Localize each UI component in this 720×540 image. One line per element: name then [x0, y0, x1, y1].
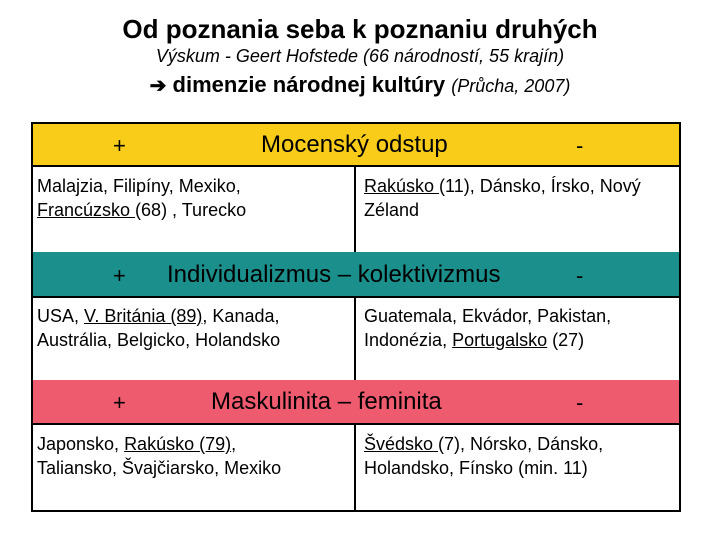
dimensions-heading: dimenzie národnej kultúry	[172, 72, 446, 97]
subtitle: Výskum - Geert Hofstede (66 národností, 55 krajín)	[155, 46, 565, 66]
low-countries-cell	[364, 304, 680, 352]
plus-sign: +	[113, 263, 126, 288]
band-label: Mocenský odstup	[261, 131, 448, 158]
cell-text: (11), Dánsko, Írsko, Nový	[439, 176, 641, 196]
band-label: Maskulinita – feminita	[211, 388, 442, 415]
cell-text: Taliansko, Švajčiarsko, Mexiko	[37, 458, 282, 478]
band-individualism	[33, 252, 679, 298]
arrow-right-icon: ➔	[149, 75, 167, 97]
highlighted-country: Švédsko	[364, 434, 439, 454]
cell-text: USA,	[37, 306, 85, 326]
cell-text: Malajzia, Filipíny, Mexiko,	[37, 176, 241, 196]
plus-sign: +	[113, 390, 126, 415]
minus-sign: -	[576, 133, 584, 158]
highlighted-country: V. Británia (89)	[84, 306, 203, 326]
dimensions-table	[31, 122, 681, 512]
citation: (Průcha, 2007)	[451, 76, 571, 96]
highlighted-country: Rakúsko	[364, 176, 440, 196]
cell-text: (7), Nórsko, Dánsko,	[438, 434, 604, 454]
highlighted-country: Portugalsko	[452, 330, 548, 350]
low-countries-cell	[364, 174, 680, 222]
highlighted-country: Rakúsko (79)	[124, 434, 232, 454]
minus-sign: -	[576, 263, 584, 288]
column-divider	[354, 425, 356, 512]
cell-text: (68) , Turecko	[135, 200, 247, 220]
band-label: Individualizmus – kolektivizmus	[167, 261, 501, 288]
column-divider	[354, 167, 356, 252]
band-power-distance	[33, 124, 679, 167]
cell-text: Zéland	[364, 200, 420, 220]
cell-text: (27)	[547, 330, 585, 350]
cell-text: ,	[231, 434, 237, 454]
cell-text: Holandsko, Fínsko (min. 11)	[364, 458, 588, 478]
high-countries-cell	[37, 174, 347, 222]
column-divider	[354, 298, 356, 380]
cell-text: Austrália, Belgicko, Holandsko	[37, 330, 281, 350]
dimensions-line	[0, 72, 720, 98]
cell-text: , Kanada,	[202, 306, 280, 326]
cell-text: Japonsko,	[37, 434, 125, 454]
plus-sign: +	[113, 133, 126, 158]
low-countries-cell	[364, 432, 680, 480]
page-title: Od poznania seba k poznaniu druhých	[122, 14, 598, 44]
high-countries-cell	[37, 304, 347, 352]
cell-text: Indonézia,	[364, 330, 453, 350]
cell-text: Guatemala, Ekvádor, Pakistan,	[364, 306, 612, 326]
high-countries-cell	[37, 432, 347, 480]
band-masculinity	[33, 380, 679, 425]
minus-sign: -	[576, 390, 584, 415]
highlighted-country: Francúzsko	[37, 200, 136, 220]
